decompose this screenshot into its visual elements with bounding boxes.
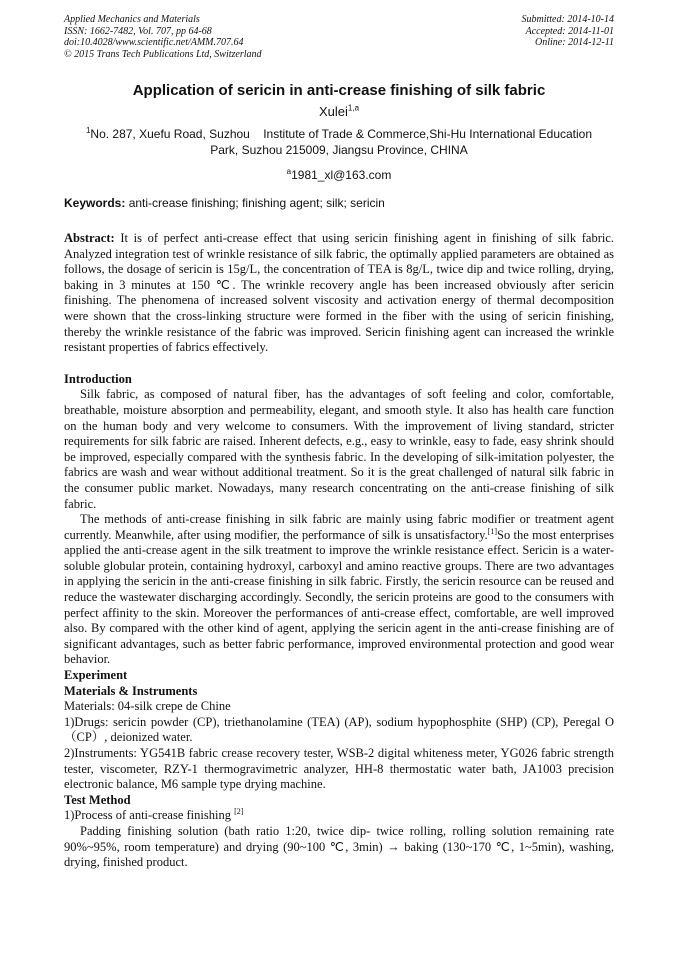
keywords — [64, 195, 614, 211]
submitted-date: Submitted: 2014-10-14 — [521, 14, 614, 25]
process-heading: 1)Process of anti-crease finishing [2] — [64, 807, 244, 823]
keywords-text: anti-crease finishing; finishing agent; silk; sericin — [125, 196, 385, 210]
author-email — [64, 167, 614, 183]
instruments-line: 2)Instruments: YG541B fabric crease recovery tester, WSB-2 digital whiteness meter, YG026 fabric strength tester, viscometer, RZY-1 thermogravimetric analyzer, HH-8 thermostatic water bath, JA1003 precision electronic balance, M6 sample type drying machine. — [64, 746, 614, 792]
journal-issn: ISSN: 1662-7482, Vol. 707, pp 64-68 — [64, 25, 212, 37]
experiment-heading: Experiment — [64, 668, 128, 683]
author-line — [64, 103, 614, 120]
affiliation-sup: 1 — [85, 126, 91, 135]
citation-1[interactable]: [1] — [487, 526, 497, 536]
paper-title: Application of sericin in anti-crease finishing of silk fabric — [132, 82, 546, 99]
affiliation — [64, 126, 614, 158]
test-method-heading: Test Method — [64, 792, 131, 807]
email-address[interactable]: 1981_xl@163.com — [291, 168, 392, 182]
citation-2[interactable]: [2] — [234, 807, 244, 817]
introduction-paragraph-2: The methods of anti-crease finishing in silk fabric are mainly using fabric modifier or treatment agent currently. Meanwhile, after using modifier, the performance of silk is unsatisfactory.[1]So the most enterprises applied the anti-crease agent in the silk treatment to improve the wrinkle resistance effect. Sericin is a water-soluble globular protein, containing hydroxyl, carboxyl and amino reactive groups. There are two advantages in applying the sericin in the anti-crease finishing in silk fabric. Firstly, the sericin resource can be reused and reduce the wastewater discharging accordingly. Secondly, the sericin proteins are good to the consumers with perfect affinity to the skin. Moreover the performances of anti-crease effect, comfortable, are well improved also. By compared with the other kind of agent, applying the sericin agent in the anti-crease finishing are of significant advantages, such as better fabric performance, improved environmental protection and good wear behavior. — [64, 512, 614, 667]
abstract-text: It is of perfect anti-crease effect that using sericin finishing agent in finishing of silk fabric. Analyzed integration test of wrinkle resistance of silk fabric, the optimally applied parameters are obtained as follows, the dosage of sericin is 15g/L, the concentration of TEA is 8g/L, twice dip and twice rolling, drying, baking in 3 minutes at 150 ℃. The wrinkle recovery angle has been increased obviously after sericin finishing. The phenomena of increased solvent viscosity and activation energy of thermal decomposition were shown that the cross-linking structure were formed in the fiber with the using of sericin finishing, thereby the wrinkle resistance of the fabric was improved. Sericin finishing agent can increased the wrinkle resistant properties of fabrics effectively. — [64, 231, 614, 355]
author-sup: 1,a — [347, 103, 360, 113]
paper-page — [64, 14, 614, 871]
journal-doi: doi:10.4028/www.scientific.net/AMM.707.64 — [64, 37, 244, 48]
materials-line: Materials: 04-silk crepe de Chine — [64, 699, 231, 714]
journal-copyright: © 2015 Trans Tech Publications Ltd, Switzerland — [64, 48, 262, 60]
publication-dates — [522, 14, 615, 49]
journal-header — [64, 14, 614, 66]
introduction-heading: Introduction — [64, 371, 132, 386]
affiliation-line-2: Park, Suzhou 215009, Jiangsu Province, CHINA — [210, 143, 468, 157]
email-sup: a — [286, 167, 292, 176]
journal-name: Applied Mechanics and Materials — [64, 14, 200, 25]
keywords-label: Keywords: — [64, 196, 126, 210]
introduction-paragraph-1: Silk fabric, as composed of natural fiber, has the advantages of soft feeling and color, comfortable, breathable, moisture absorption and permeability, elegant, and smooth style. It also has health care function on the human body and very welcome to consumers. With the improvement of living standard, stricter requirements for silk fabric are raised. Inherent defects, e.g., easy to wrinkle, easy to fade, easy shrink should be improved, especially compared with the synthesis fabric. In the developing of silk-imitation polyester, the fabrics are wash and wear without additional treatment. So it is the great challenged of natural silk fabric in the consumer public market. Nowadays, many research concentrating on the anti-crease finishing of silk fabric. — [64, 387, 614, 511]
online-date: Online: 2014-12-11 — [535, 37, 614, 48]
journal-info — [64, 14, 262, 60]
padding-paragraph: Padding finishing solution (bath ratio 1:20, twice dip- twice rolling, rolling solution remaining rate 90%~95%, room temperature) and drying (90~100 ℃, 3min) → baking (130~170 ℃, 1~5min), washing, drying, finished product. — [64, 823, 614, 870]
accepted-date: Accepted: 2014-11-01 — [525, 25, 614, 37]
drugs-line: 1)Drugs: sericin powder (CP), triethanolamine (TEA) (AP), sodium hypophosphite (SHP) (CP), Peregal O（CP）, deionized water. — [64, 714, 614, 745]
materials-heading: Materials & Instruments — [64, 683, 198, 698]
abstract — [64, 231, 614, 356]
author-name: Xulei — [318, 104, 348, 119]
affiliation-line-1: $^1$No. 287, Xuefu Road, Suzhou Institute of Trade & Commerce,Shi-Hu International Education — [85, 126, 593, 141]
abstract-label: Abstract: — [64, 231, 115, 245]
